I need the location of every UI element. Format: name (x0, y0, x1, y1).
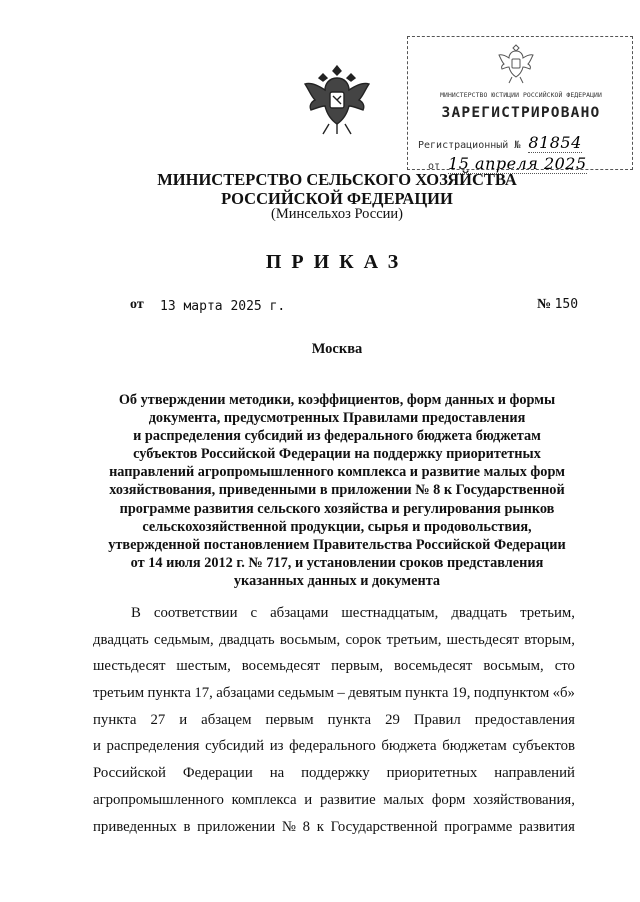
subject-line: субъектов Российской Федерации на поддержку приоритетных (133, 446, 541, 463)
subject-line: хозяйствования, приведенными в приложении № 8 к Государственной (109, 482, 565, 499)
number-sign: № (537, 297, 552, 312)
ministry-name (140, 170, 534, 208)
date-prefix: от (130, 297, 144, 312)
body-line: приведенных в приложении № 8 к Государственной программе развития (93, 818, 575, 835)
subject-line: документа, предусмотренных Правилами предоставления (148, 410, 526, 427)
body-line: шестьдесят шестым, восемьдесят первым, восемьдесят восьмым, сто (93, 658, 575, 675)
order-subject (100, 391, 574, 590)
body-paragraph (93, 600, 575, 840)
stamp-reg-date: 15 апреля 2025 (448, 154, 587, 173)
stamp-ministry-name: МИНИСТЕРСТВО ЮСТИЦИИ РОССИЙСКОЙ ФЕДЕРАЦИИ (440, 91, 602, 99)
city: Москва (311, 341, 363, 357)
coat-of-arms-icon (301, 60, 373, 140)
subject-line: Об утверждении методики, коэффициентов, форм данных и формы (118, 392, 556, 408)
body-line: двадцать седьмым, двадцать восьмым, сорок третьим, шестьдесят вторым, (93, 631, 575, 648)
stamp-reg-number-line (418, 133, 582, 152)
ministry-short-name: (Минсельхоз России) (271, 206, 403, 222)
body-line: пункта 27 и абзацем первым пункта 29 Правил предоставления (93, 711, 575, 728)
order-date: 13 марта 2025 г. (160, 299, 286, 314)
stamp-registered-label: ЗАРЕГИСТРИРОВАНО (441, 105, 601, 121)
subject-line: сельскохозяйственной продукции, сырья и продовольствия, (142, 518, 532, 535)
order-number-line (537, 297, 578, 313)
body-line: третьим пункта 17, абзацами седьмым – девятым пункта 19, подпунктом «б» (93, 685, 575, 702)
document-type-title: ПРИКАЗ (265, 251, 409, 273)
ministry-name-line2: РОССИЙСКОЙ ФЕДЕРАЦИИ (221, 189, 453, 208)
registration-stamp (407, 36, 633, 173)
order-number: 150 (554, 297, 579, 312)
ministry-name-line1: МИНИСТЕРСТВО СЕЛЬСКОГО ХОЗЯЙСТВА (157, 170, 517, 189)
stamp-from-label: от (428, 161, 441, 172)
body-line: Российской Федерации на поддержку приоритетных направлений (93, 765, 575, 782)
stamp-reg-number: 81854 (528, 133, 582, 152)
subject-line: указанных данных и документа (233, 572, 441, 589)
subject-line: от 14 июля 2012 г. № 717, и установлении сроков представления (130, 554, 544, 571)
body-line: и распределения субсидий из федерального бюджета бюджетам субъектов (93, 738, 575, 755)
stamp-reg-label: Регистрационный № (418, 140, 521, 151)
body-line: агропромышленного комплекса и развитие малых форм хозяйствования, (93, 791, 575, 808)
subject-line: программе развития сельского хозяйства и регулирования рынков (119, 500, 555, 517)
subject-line: направлений агропромышленного комплекса и развитие малых форм (109, 464, 565, 481)
body-line: В соответствии с абзацами шестнадцатым, двадцать третьим, (131, 605, 575, 621)
subject-line: утвержденной постановлением Правительства Российской Федерации (108, 536, 566, 553)
stamp-emblem-icon (496, 41, 536, 85)
subject-line: и распределения субсидий из федерального бюджета бюджетам (133, 428, 541, 445)
